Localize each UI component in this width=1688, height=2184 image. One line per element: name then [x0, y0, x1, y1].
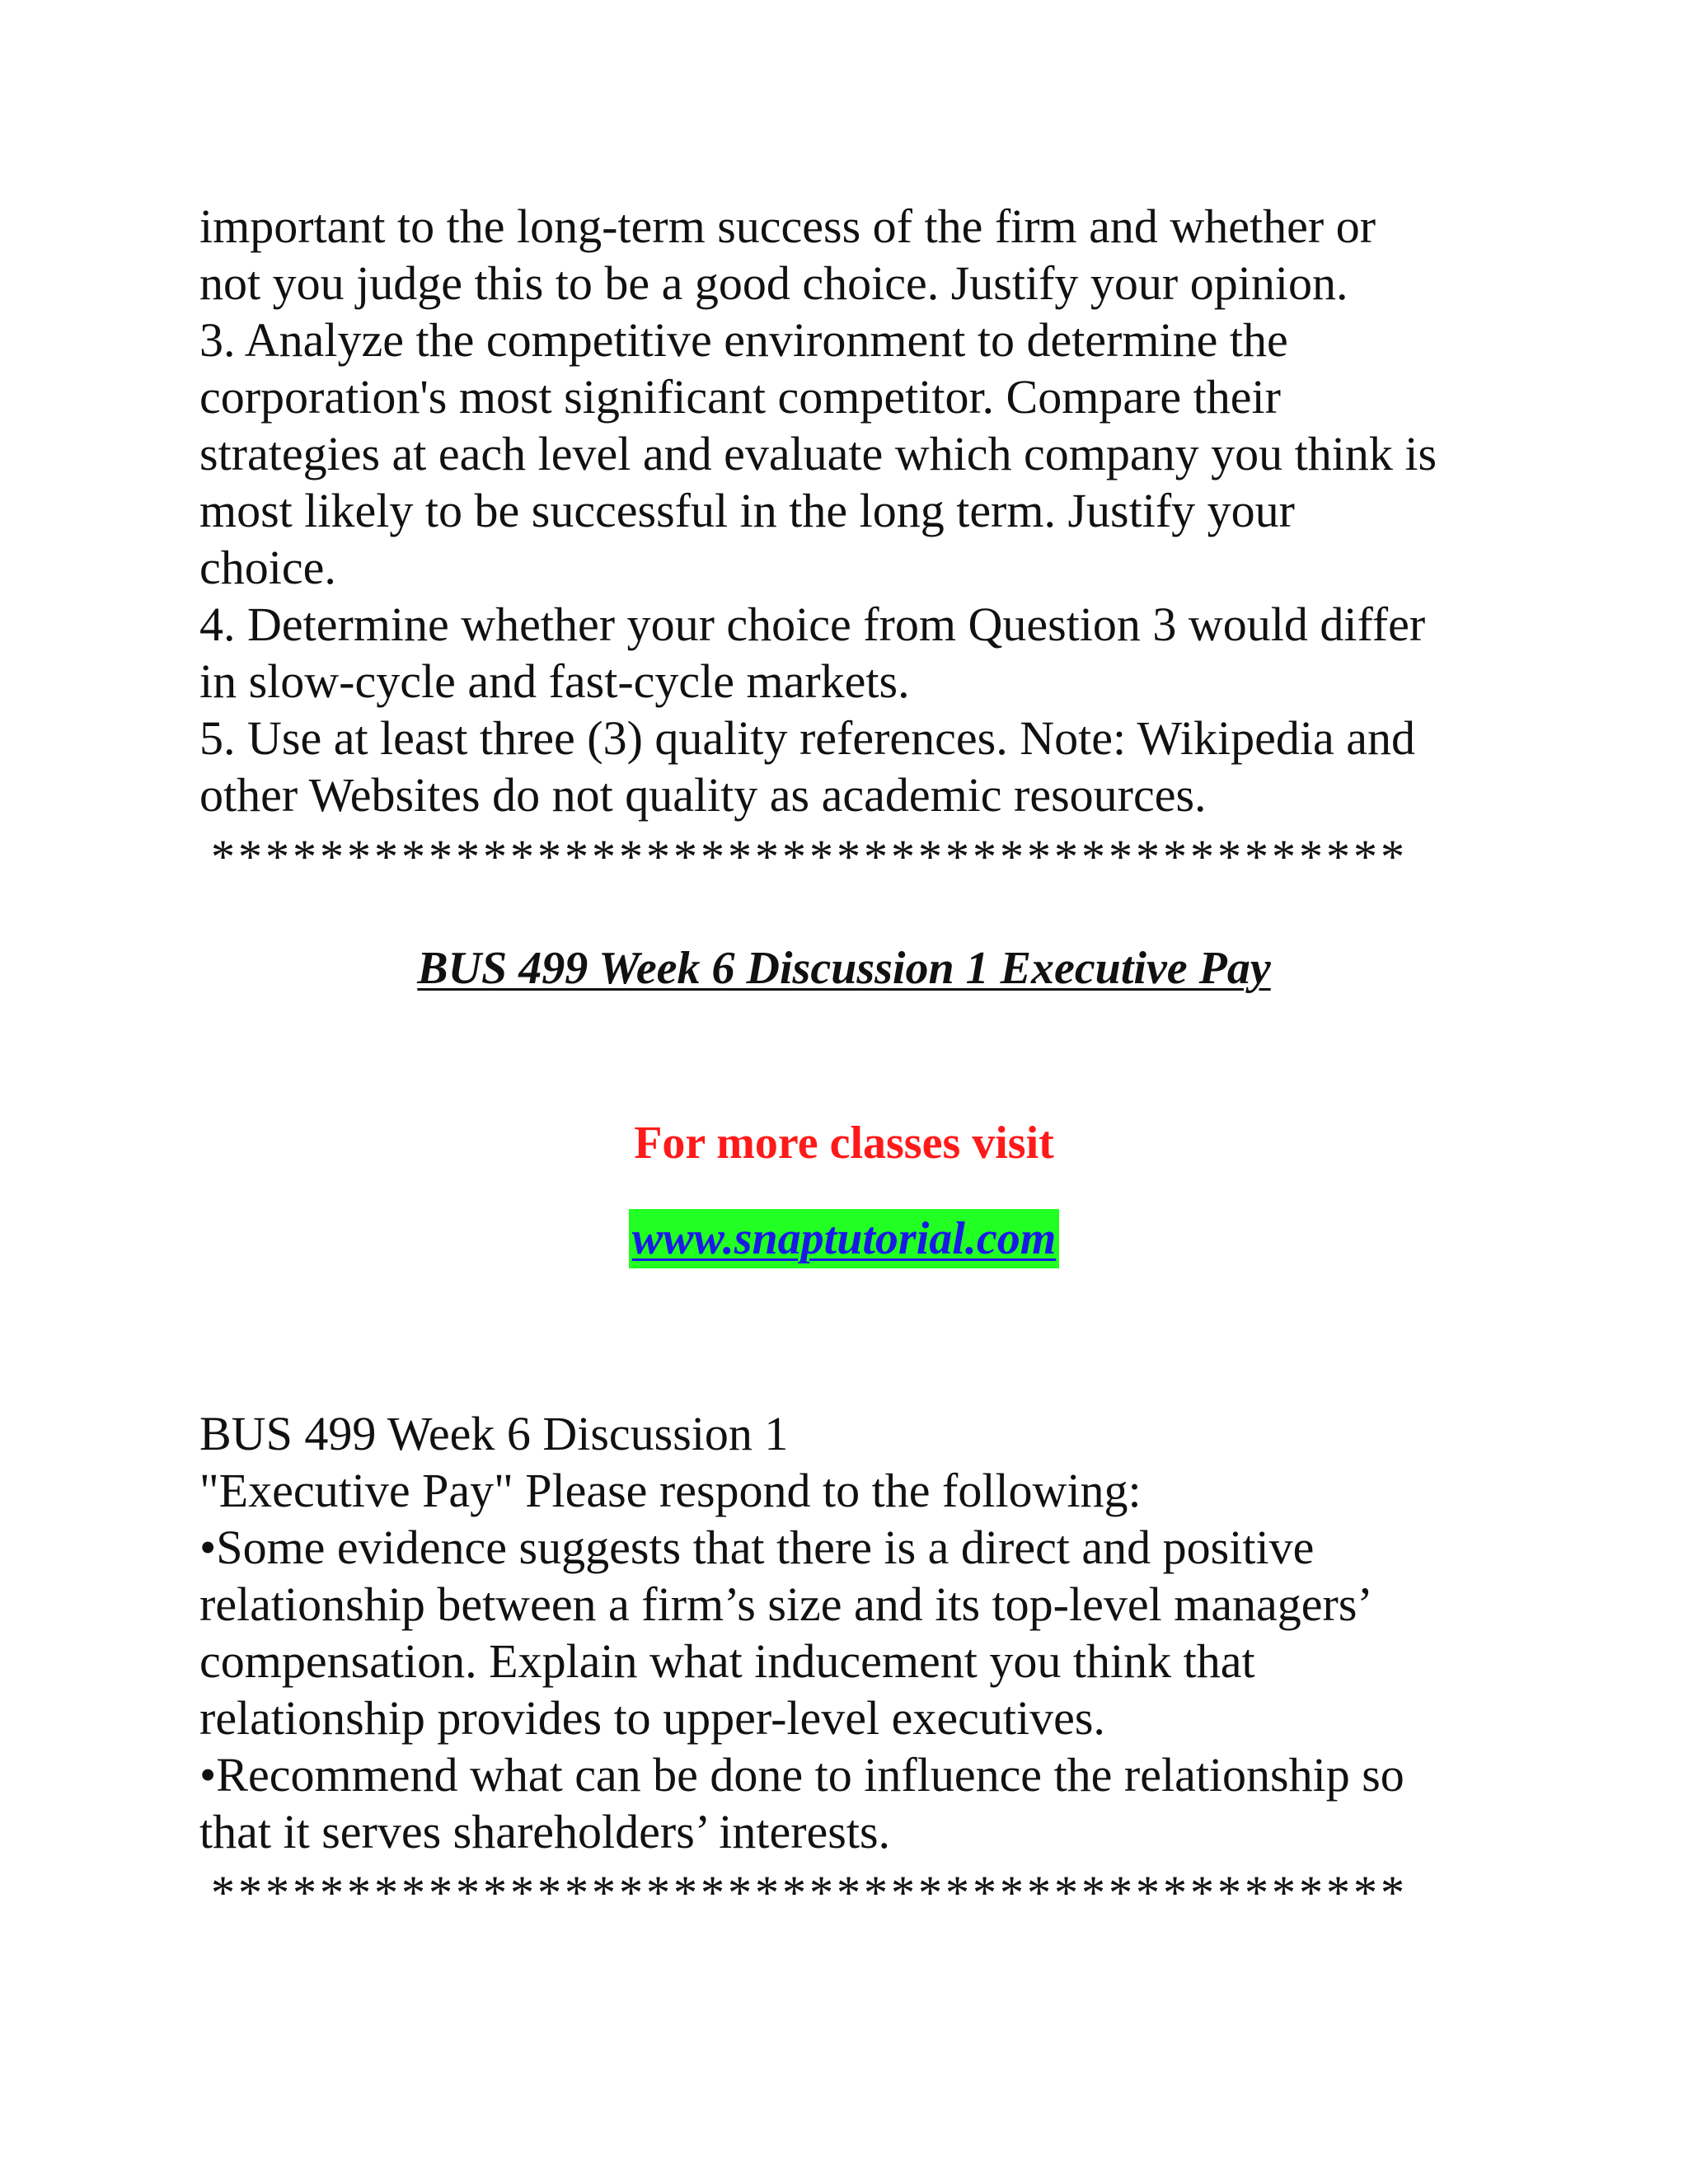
text-line: 3. Analyze the competitive environment to determine the — [199, 313, 1288, 367]
text-line: in slow-cycle and fast-cycle markets. — [199, 654, 910, 708]
text-line: choice. — [199, 541, 336, 594]
text-line: 4. Determine whether your choice from Question 3 would differ — [199, 598, 1426, 651]
text-line: •Recommend what can be done to influence the relationship so — [199, 1748, 1404, 1802]
text-line: relationship provides to upper-level executives. — [199, 1691, 1105, 1745]
text-line: corporation's most significant competitor. Compare their — [199, 370, 1281, 424]
text-line: 5. Use at least three (3) quality references. Note: Wikipedia and — [199, 711, 1416, 765]
text-line: compensation. Explain what inducement you think that — [199, 1634, 1255, 1688]
text-line: that it serves shareholders’ interests. — [199, 1805, 891, 1858]
text-line: •Some evidence suggests that there is a direct and positive — [199, 1521, 1315, 1574]
promo-text: For more classes visit — [634, 1118, 1054, 1169]
text-line: important to the long-term success of the firm and whether or — [199, 199, 1376, 253]
text-line: not you judge this to be a good choice. Justify your opinion. — [199, 256, 1348, 310]
text-line: BUS 499 Week 6 Discussion 1 — [199, 1407, 789, 1460]
assignment-questions-continued — [199, 198, 1551, 823]
section-heading: BUS 499 Week 6 Discussion 1 Executive Pay — [417, 943, 1271, 994]
text-line: relationship between a firm’s size and its top-level managers’ — [199, 1577, 1373, 1631]
website-link[interactable]: www.snaptutorial.com — [629, 1209, 1060, 1268]
discussion-prompt — [199, 1405, 1551, 1860]
text-line: strategies at each level and evaluate which company you think is — [199, 427, 1437, 480]
text-line: other Websites do not quality as academic resources. — [199, 768, 1207, 822]
separator-stars: ******************************************** — [211, 1866, 1408, 1919]
separator-stars: ******************************************** — [211, 830, 1408, 883]
text-line: most likely to be successful in the long term. Justify your — [199, 484, 1295, 537]
promo-link-container — [0, 1209, 1688, 1268]
text-line: "Executive Pay" Please respond to the following: — [199, 1464, 1142, 1517]
